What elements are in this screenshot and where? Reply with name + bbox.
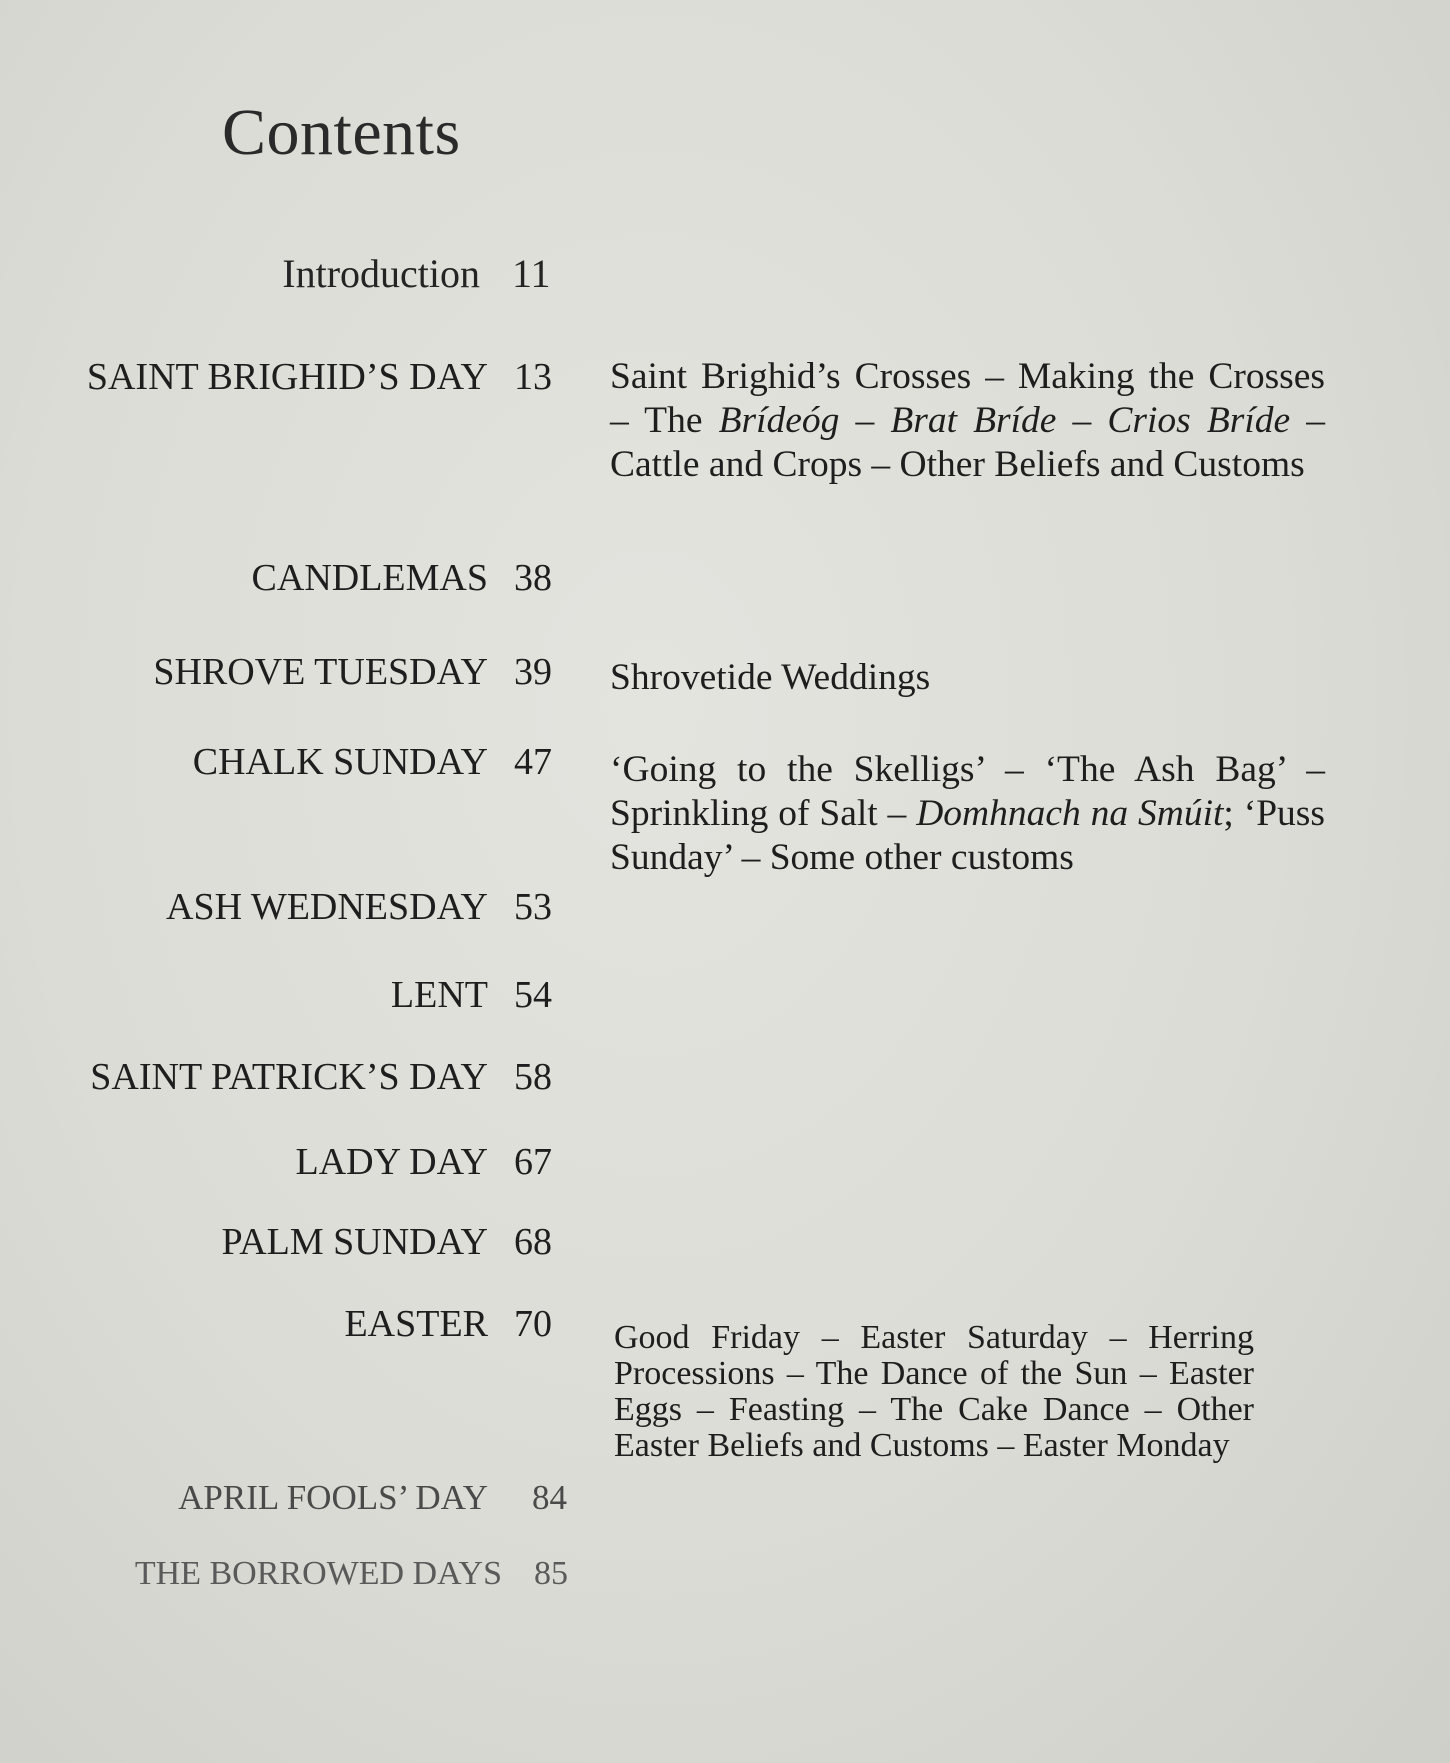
entry-page-number: 38 [514,557,552,599]
entry-title: EASTER [344,1303,488,1345]
entry-page-number: 68 [514,1221,552,1263]
entry-title: LADY DAY [295,1141,488,1183]
entry-title: CANDLEMAS [251,557,488,599]
entry-title: THE BORROWED DAYS [134,1555,502,1592]
description-text: Saint Brighid’s Crosses – Making the Crosses – The [610,356,1325,441]
entry-title: ASH WEDNESDAY [166,886,488,928]
entry-page-number: 70 [514,1303,552,1345]
description-text: Shrovetide Weddings [610,657,931,698]
description-text: ‘Going to the Skelligs’ – ‘The Ash Bag’ – Sprinkling of Salt – [610,749,1325,834]
description-italic-term: Brat Bríde [890,400,1057,441]
entry-description [610,748,1325,880]
entry-title: CHALK SUNDAY [192,741,488,783]
entry-page-number: 39 [514,651,552,693]
description-italic-term: Crios Bríde [1107,400,1291,441]
entry-page-number: 85 [534,1555,568,1592]
entry-page-number: 47 [514,741,552,783]
description-text: – [839,400,891,441]
entry-title: APRIL FOOLS’ DAY [178,1478,488,1517]
entry-page-number: 54 [514,974,552,1016]
intro-label: Introduction [282,251,480,296]
entry-page-number: 84 [532,1478,567,1517]
entry-title: LENT [390,974,488,1016]
entry-title: SHROVE TUESDAY [153,651,488,693]
entry-title: SAINT BRIGHID’S DAY [86,356,488,398]
entry-page-number: 58 [514,1056,552,1098]
description-text: – Cattle and Crops – Other Beliefs and Customs [610,400,1326,485]
description-text: ; ‘Puss Sunday’ – Some other customs [610,793,1325,878]
entry-page-number: 13 [514,356,552,398]
entry-description [610,355,1325,487]
entry-page-number: 67 [514,1141,552,1183]
entry-page-number: 53 [514,886,552,928]
entry-description [610,656,1325,700]
description-italic-term: Brídeóg [718,400,840,441]
entry-title: SAINT PATRICK’S DAY [90,1056,488,1098]
description-italic-term: Domhnach na Smúit [916,793,1224,834]
page-title: Contents [222,96,461,169]
intro-page-number: 11 [512,251,551,296]
description-text: – [1056,400,1108,441]
entry-description [614,1320,1254,1464]
entry-title: PALM SUNDAY [221,1221,488,1263]
description-text: Good Friday – Easter Saturday – Herring Processions – The Dance of the Sun – Easter Eggs – Feasting – The Cake Dance – Other Easter Beliefs and Customs – Easter Monday [614,1319,1254,1464]
